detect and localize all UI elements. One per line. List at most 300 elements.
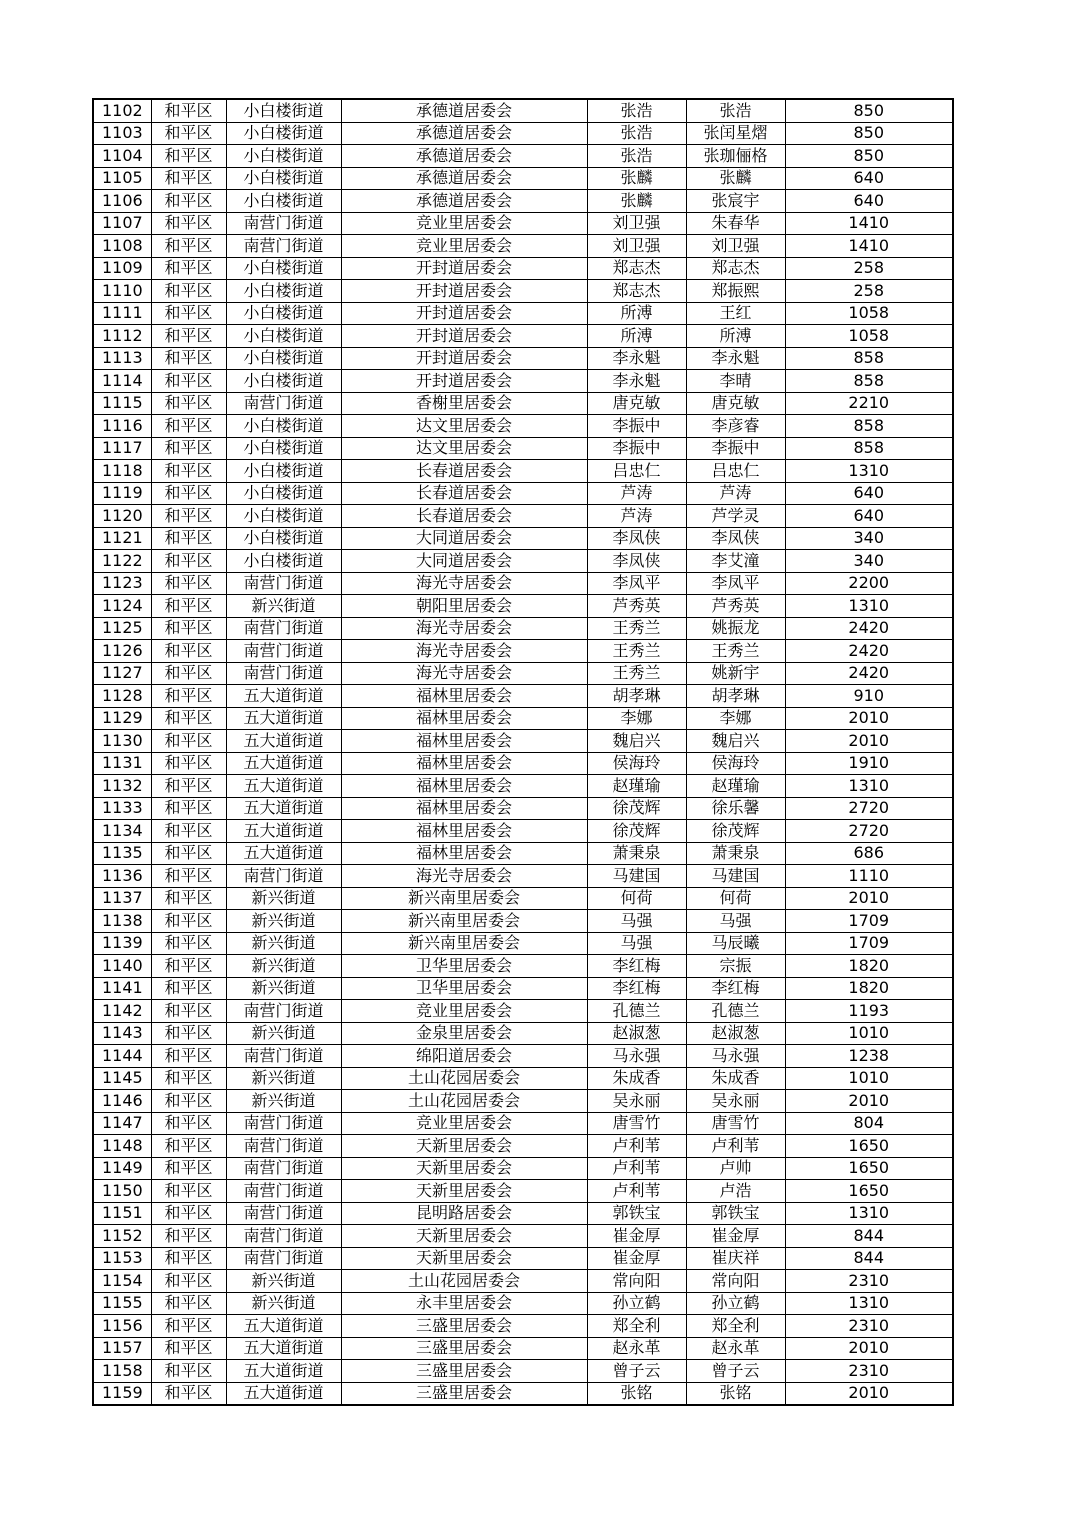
- committee-cell: 天新里居委会: [341, 1247, 587, 1270]
- row-number-cell: 1108: [93, 235, 151, 258]
- district-cell: 和平区: [151, 1315, 226, 1338]
- table-row: [93, 527, 953, 550]
- street-cell: 南营门街道: [226, 1225, 341, 1248]
- district-cell: 和平区: [151, 1090, 226, 1113]
- row-number-cell: 1120: [93, 505, 151, 528]
- amount-cell: 858: [785, 415, 953, 438]
- committee-cell: 开封道居委会: [341, 370, 587, 393]
- member-cell: 李永魁: [686, 347, 785, 370]
- committee-cell: 朝阳里居委会: [341, 595, 587, 618]
- row-number-cell: 1113: [93, 347, 151, 370]
- street-cell: 小白楼街道: [226, 145, 341, 168]
- row-number-cell: 1111: [93, 302, 151, 325]
- row-number-cell: 1136: [93, 865, 151, 888]
- street-cell: 南营门街道: [226, 212, 341, 235]
- district-cell: 和平区: [151, 1360, 226, 1383]
- committee-cell: 海光寺居委会: [341, 865, 587, 888]
- applicant-cell: 马强: [587, 910, 686, 933]
- committee-cell: 承德道居委会: [341, 190, 587, 213]
- street-cell: 南营门街道: [226, 572, 341, 595]
- applicant-cell: 张浩: [587, 145, 686, 168]
- applicant-cell: 赵瑾瑜: [587, 775, 686, 798]
- district-cell: 和平区: [151, 977, 226, 1000]
- district-cell: 和平区: [151, 482, 226, 505]
- amount-cell: 1910: [785, 752, 953, 775]
- street-cell: 小白楼街道: [226, 302, 341, 325]
- member-cell: 所溥: [686, 325, 785, 348]
- row-number-cell: 1124: [93, 595, 151, 618]
- row-number-cell: 1129: [93, 707, 151, 730]
- street-cell: 五大道街道: [226, 1337, 341, 1360]
- amount-cell: 2010: [785, 887, 953, 910]
- row-number-cell: 1119: [93, 482, 151, 505]
- street-cell: 小白楼街道: [226, 460, 341, 483]
- row-number-cell: 1123: [93, 572, 151, 595]
- committee-cell: 开封道居委会: [341, 302, 587, 325]
- street-cell: 小白楼街道: [226, 437, 341, 460]
- street-cell: 南营门街道: [226, 865, 341, 888]
- table-row: [93, 437, 953, 460]
- applicant-cell: 崔金厚: [587, 1247, 686, 1270]
- member-cell: 李凤侠: [686, 527, 785, 550]
- member-cell: 王红: [686, 302, 785, 325]
- street-cell: 小白楼街道: [226, 257, 341, 280]
- amount-cell: 2010: [785, 730, 953, 753]
- street-cell: 新兴街道: [226, 977, 341, 1000]
- street-cell: 南营门街道: [226, 1000, 341, 1023]
- district-cell: 和平区: [151, 1292, 226, 1315]
- street-cell: 新兴街道: [226, 910, 341, 933]
- amount-cell: 1010: [785, 1067, 953, 1090]
- table-row: [93, 257, 953, 280]
- member-cell: 赵瑾瑜: [686, 775, 785, 798]
- district-cell: 和平区: [151, 122, 226, 145]
- district-cell: 和平区: [151, 932, 226, 955]
- table-row: [93, 595, 953, 618]
- member-cell: 吴永丽: [686, 1090, 785, 1113]
- street-cell: 南营门街道: [226, 1180, 341, 1203]
- district-cell: 和平区: [151, 370, 226, 393]
- table-row: [93, 1382, 953, 1405]
- row-number-cell: 1139: [93, 932, 151, 955]
- row-number-cell: 1110: [93, 280, 151, 303]
- row-number-cell: 1116: [93, 415, 151, 438]
- applicant-cell: 李红梅: [587, 977, 686, 1000]
- amount-cell: 850: [785, 145, 953, 168]
- row-number-cell: 1149: [93, 1157, 151, 1180]
- street-cell: 新兴街道: [226, 932, 341, 955]
- applicant-cell: 张麟: [587, 190, 686, 213]
- table-row: [93, 145, 953, 168]
- committee-cell: 天新里居委会: [341, 1225, 587, 1248]
- committee-cell: 承德道居委会: [341, 99, 587, 122]
- street-cell: 小白楼街道: [226, 325, 341, 348]
- district-cell: 和平区: [151, 257, 226, 280]
- amount-cell: 2420: [785, 640, 953, 663]
- amount-cell: 340: [785, 550, 953, 573]
- committee-cell: 承德道居委会: [341, 145, 587, 168]
- table-row: [93, 167, 953, 190]
- member-cell: 芦秀英: [686, 595, 785, 618]
- table-row: [93, 190, 953, 213]
- applicant-cell: 吕忠仁: [587, 460, 686, 483]
- table-row: [93, 910, 953, 933]
- row-number-cell: 1138: [93, 910, 151, 933]
- street-cell: 五大道街道: [226, 842, 341, 865]
- applicant-cell: 张浩: [587, 99, 686, 122]
- applicant-cell: 李红梅: [587, 955, 686, 978]
- row-number-cell: 1133: [93, 797, 151, 820]
- committee-cell: 竞业里居委会: [341, 212, 587, 235]
- table-row: [93, 1180, 953, 1203]
- amount-cell: 2010: [785, 1382, 953, 1405]
- committee-cell: 开封道居委会: [341, 280, 587, 303]
- street-cell: 南营门街道: [226, 392, 341, 415]
- table-row: [93, 775, 953, 798]
- district-cell: 和平区: [151, 1202, 226, 1225]
- street-cell: 小白楼街道: [226, 99, 341, 122]
- amount-cell: 2010: [785, 707, 953, 730]
- committee-cell: 开封道居委会: [341, 257, 587, 280]
- row-number-cell: 1156: [93, 1315, 151, 1338]
- row-number-cell: 1114: [93, 370, 151, 393]
- member-cell: 唐雪竹: [686, 1112, 785, 1135]
- table-row: [93, 415, 953, 438]
- amount-cell: 2210: [785, 392, 953, 415]
- district-cell: 和平区: [151, 617, 226, 640]
- table-row: [93, 392, 953, 415]
- member-cell: 萧秉泉: [686, 842, 785, 865]
- member-cell: 刘卫强: [686, 235, 785, 258]
- applicant-cell: 卢利苇: [587, 1157, 686, 1180]
- district-cell: 和平区: [151, 527, 226, 550]
- committee-cell: 竞业里居委会: [341, 1112, 587, 1135]
- street-cell: 新兴街道: [226, 955, 341, 978]
- district-cell: 和平区: [151, 437, 226, 460]
- table-row: [93, 1000, 953, 1023]
- amount-cell: 640: [785, 482, 953, 505]
- street-cell: 五大道街道: [226, 1315, 341, 1338]
- district-cell: 和平区: [151, 1270, 226, 1293]
- member-cell: 张珈俪格: [686, 145, 785, 168]
- amount-cell: 1650: [785, 1157, 953, 1180]
- applicant-cell: 赵永革: [587, 1337, 686, 1360]
- amount-cell: 1709: [785, 932, 953, 955]
- street-cell: 小白楼街道: [226, 482, 341, 505]
- amount-cell: 1650: [785, 1135, 953, 1158]
- member-cell: 姚新宇: [686, 662, 785, 685]
- applicant-cell: 芦涛: [587, 505, 686, 528]
- row-number-cell: 1146: [93, 1090, 151, 1113]
- table-row: [93, 1022, 953, 1045]
- member-cell: 李红梅: [686, 977, 785, 1000]
- district-cell: 和平区: [151, 1337, 226, 1360]
- member-cell: 何荷: [686, 887, 785, 910]
- row-number-cell: 1135: [93, 842, 151, 865]
- amount-cell: 858: [785, 437, 953, 460]
- applicant-cell: 崔金厚: [587, 1225, 686, 1248]
- amount-cell: 1820: [785, 977, 953, 1000]
- table-row: [93, 865, 953, 888]
- committee-cell: 天新里居委会: [341, 1157, 587, 1180]
- applicant-cell: 王秀兰: [587, 617, 686, 640]
- committee-cell: 新兴南里居委会: [341, 910, 587, 933]
- table-row: [93, 1247, 953, 1270]
- street-cell: 南营门街道: [226, 1202, 341, 1225]
- district-cell: 和平区: [151, 1112, 226, 1135]
- street-cell: 小白楼街道: [226, 370, 341, 393]
- street-cell: 五大道街道: [226, 1360, 341, 1383]
- applicant-cell: 马永强: [587, 1045, 686, 1068]
- committee-cell: 达文里居委会: [341, 437, 587, 460]
- row-number-cell: 1104: [93, 145, 151, 168]
- street-cell: 小白楼街道: [226, 122, 341, 145]
- street-cell: 南营门街道: [226, 235, 341, 258]
- committee-cell: 绵阳道居委会: [341, 1045, 587, 1068]
- street-cell: 南营门街道: [226, 662, 341, 685]
- table-row: [93, 235, 953, 258]
- member-cell: 常向阳: [686, 1270, 785, 1293]
- district-cell: 和平区: [151, 550, 226, 573]
- row-number-cell: 1103: [93, 122, 151, 145]
- district-cell: 和平区: [151, 752, 226, 775]
- table-row: [93, 550, 953, 573]
- amount-cell: 1709: [785, 910, 953, 933]
- row-number-cell: 1127: [93, 662, 151, 685]
- amount-cell: 858: [785, 370, 953, 393]
- applicant-cell: 刘卫强: [587, 235, 686, 258]
- street-cell: 南营门街道: [226, 1247, 341, 1270]
- table-row: [93, 302, 953, 325]
- row-number-cell: 1147: [93, 1112, 151, 1135]
- table-row: [93, 977, 953, 1000]
- data-table: [92, 98, 954, 1406]
- street-cell: 南营门街道: [226, 640, 341, 663]
- row-number-cell: 1122: [93, 550, 151, 573]
- applicant-cell: 何荷: [587, 887, 686, 910]
- member-cell: 徐乐馨: [686, 797, 785, 820]
- applicant-cell: 魏启兴: [587, 730, 686, 753]
- applicant-cell: 马建国: [587, 865, 686, 888]
- applicant-cell: 李凤侠: [587, 550, 686, 573]
- applicant-cell: 胡孝琳: [587, 685, 686, 708]
- amount-cell: 850: [785, 99, 953, 122]
- street-cell: 小白楼街道: [226, 280, 341, 303]
- committee-cell: 昆明路居委会: [341, 1202, 587, 1225]
- district-cell: 和平区: [151, 1180, 226, 1203]
- street-cell: 五大道街道: [226, 730, 341, 753]
- member-cell: 卢帅: [686, 1157, 785, 1180]
- amount-cell: 1058: [785, 325, 953, 348]
- district-cell: 和平区: [151, 595, 226, 618]
- table-row: [93, 212, 953, 235]
- applicant-cell: 王秀兰: [587, 662, 686, 685]
- row-number-cell: 1150: [93, 1180, 151, 1203]
- table-row: [93, 685, 953, 708]
- applicant-cell: 李振中: [587, 437, 686, 460]
- table-row: [93, 820, 953, 843]
- street-cell: 五大道街道: [226, 797, 341, 820]
- amount-cell: 258: [785, 257, 953, 280]
- row-number-cell: 1148: [93, 1135, 151, 1158]
- district-cell: 和平区: [151, 280, 226, 303]
- committee-cell: 三盛里居委会: [341, 1315, 587, 1338]
- row-number-cell: 1112: [93, 325, 151, 348]
- district-cell: 和平区: [151, 572, 226, 595]
- member-cell: 崔庆祥: [686, 1247, 785, 1270]
- table-row: [93, 347, 953, 370]
- committee-cell: 福林里居委会: [341, 707, 587, 730]
- amount-cell: 2310: [785, 1270, 953, 1293]
- committee-cell: 海光寺居委会: [341, 617, 587, 640]
- applicant-cell: 吴永丽: [587, 1090, 686, 1113]
- table-row: [93, 887, 953, 910]
- table-row: [93, 730, 953, 753]
- member-cell: 孙立鹤: [686, 1292, 785, 1315]
- row-number-cell: 1152: [93, 1225, 151, 1248]
- district-cell: 和平区: [151, 235, 226, 258]
- member-cell: 唐克敏: [686, 392, 785, 415]
- row-number-cell: 1141: [93, 977, 151, 1000]
- applicant-cell: 徐茂辉: [587, 820, 686, 843]
- district-cell: 和平区: [151, 212, 226, 235]
- member-cell: 徐茂辉: [686, 820, 785, 843]
- district-cell: 和平区: [151, 505, 226, 528]
- row-number-cell: 1132: [93, 775, 151, 798]
- street-cell: 小白楼街道: [226, 190, 341, 213]
- table-row: [93, 955, 953, 978]
- applicant-cell: 郭铁宝: [587, 1202, 686, 1225]
- district-cell: 和平区: [151, 1135, 226, 1158]
- row-number-cell: 1140: [93, 955, 151, 978]
- row-number-cell: 1145: [93, 1067, 151, 1090]
- amount-cell: 2310: [785, 1315, 953, 1338]
- table-row: [93, 99, 953, 122]
- member-cell: 宗振: [686, 955, 785, 978]
- table-row: [93, 662, 953, 685]
- committee-cell: 天新里居委会: [341, 1180, 587, 1203]
- applicant-cell: 李永魁: [587, 347, 686, 370]
- amount-cell: 850: [785, 122, 953, 145]
- committee-cell: 福林里居委会: [341, 752, 587, 775]
- member-cell: 郑振熙: [686, 280, 785, 303]
- applicant-cell: 李凤侠: [587, 527, 686, 550]
- committee-cell: 海光寺居委会: [341, 662, 587, 685]
- member-cell: 赵永革: [686, 1337, 785, 1360]
- table-row: [93, 1337, 953, 1360]
- street-cell: 小白楼街道: [226, 415, 341, 438]
- committee-cell: 长春道居委会: [341, 505, 587, 528]
- committee-cell: 土山花园居委会: [341, 1067, 587, 1090]
- applicant-cell: 唐雪竹: [587, 1112, 686, 1135]
- table-row: [93, 932, 953, 955]
- amount-cell: 340: [785, 527, 953, 550]
- applicant-cell: 常向阳: [587, 1270, 686, 1293]
- row-number-cell: 1118: [93, 460, 151, 483]
- member-cell: 张浩: [686, 99, 785, 122]
- street-cell: 五大道街道: [226, 820, 341, 843]
- amount-cell: 844: [785, 1247, 953, 1270]
- member-cell: 吕忠仁: [686, 460, 785, 483]
- district-cell: 和平区: [151, 99, 226, 122]
- row-number-cell: 1134: [93, 820, 151, 843]
- applicant-cell: 芦秀英: [587, 595, 686, 618]
- table-row: [93, 1315, 953, 1338]
- street-cell: 小白楼街道: [226, 505, 341, 528]
- member-cell: 赵淑葱: [686, 1022, 785, 1045]
- amount-cell: 1110: [785, 865, 953, 888]
- row-number-cell: 1144: [93, 1045, 151, 1068]
- table-row: [93, 122, 953, 145]
- table-row: [93, 617, 953, 640]
- member-cell: 马永强: [686, 1045, 785, 1068]
- street-cell: 新兴街道: [226, 887, 341, 910]
- amount-cell: 258: [785, 280, 953, 303]
- member-cell: 郑志杰: [686, 257, 785, 280]
- row-number-cell: 1130: [93, 730, 151, 753]
- amount-cell: 1650: [785, 1180, 953, 1203]
- committee-cell: 长春道居委会: [341, 482, 587, 505]
- applicant-cell: 王秀兰: [587, 640, 686, 663]
- committee-cell: 土山花园居委会: [341, 1090, 587, 1113]
- committee-cell: 大同道居委会: [341, 550, 587, 573]
- amount-cell: 1058: [785, 302, 953, 325]
- committee-cell: 海光寺居委会: [341, 572, 587, 595]
- row-number-cell: 1109: [93, 257, 151, 280]
- member-cell: 魏启兴: [686, 730, 785, 753]
- member-cell: 李晴: [686, 370, 785, 393]
- amount-cell: 2420: [785, 662, 953, 685]
- amount-cell: 1238: [785, 1045, 953, 1068]
- committee-cell: 新兴南里居委会: [341, 887, 587, 910]
- street-cell: 小白楼街道: [226, 550, 341, 573]
- amount-cell: 1820: [785, 955, 953, 978]
- table-row: [93, 1135, 953, 1158]
- district-cell: 和平区: [151, 865, 226, 888]
- applicant-cell: 唐克敏: [587, 392, 686, 415]
- row-number-cell: 1131: [93, 752, 151, 775]
- member-cell: 朱成香: [686, 1067, 785, 1090]
- committee-cell: 开封道居委会: [341, 347, 587, 370]
- street-cell: 五大道街道: [226, 1382, 341, 1405]
- district-cell: 和平区: [151, 775, 226, 798]
- district-cell: 和平区: [151, 1045, 226, 1068]
- table-row: [93, 1360, 953, 1383]
- applicant-cell: 孙立鹤: [587, 1292, 686, 1315]
- amount-cell: 2420: [785, 617, 953, 640]
- row-number-cell: 1153: [93, 1247, 151, 1270]
- member-cell: 李凤平: [686, 572, 785, 595]
- row-number-cell: 1125: [93, 617, 151, 640]
- table-row: [93, 842, 953, 865]
- committee-cell: 福林里居委会: [341, 820, 587, 843]
- member-cell: 郑全利: [686, 1315, 785, 1338]
- member-cell: 马建国: [686, 865, 785, 888]
- district-cell: 和平区: [151, 415, 226, 438]
- district-cell: 和平区: [151, 662, 226, 685]
- amount-cell: 844: [785, 1225, 953, 1248]
- amount-cell: 686: [785, 842, 953, 865]
- member-cell: 卢利苇: [686, 1135, 785, 1158]
- table-row: [93, 1045, 953, 1068]
- committee-cell: 长春道居委会: [341, 460, 587, 483]
- table-row: [93, 1225, 953, 1248]
- committee-cell: 金泉里居委会: [341, 1022, 587, 1045]
- member-cell: 李彦睿: [686, 415, 785, 438]
- table-row: [93, 752, 953, 775]
- row-number-cell: 1107: [93, 212, 151, 235]
- amount-cell: 640: [785, 167, 953, 190]
